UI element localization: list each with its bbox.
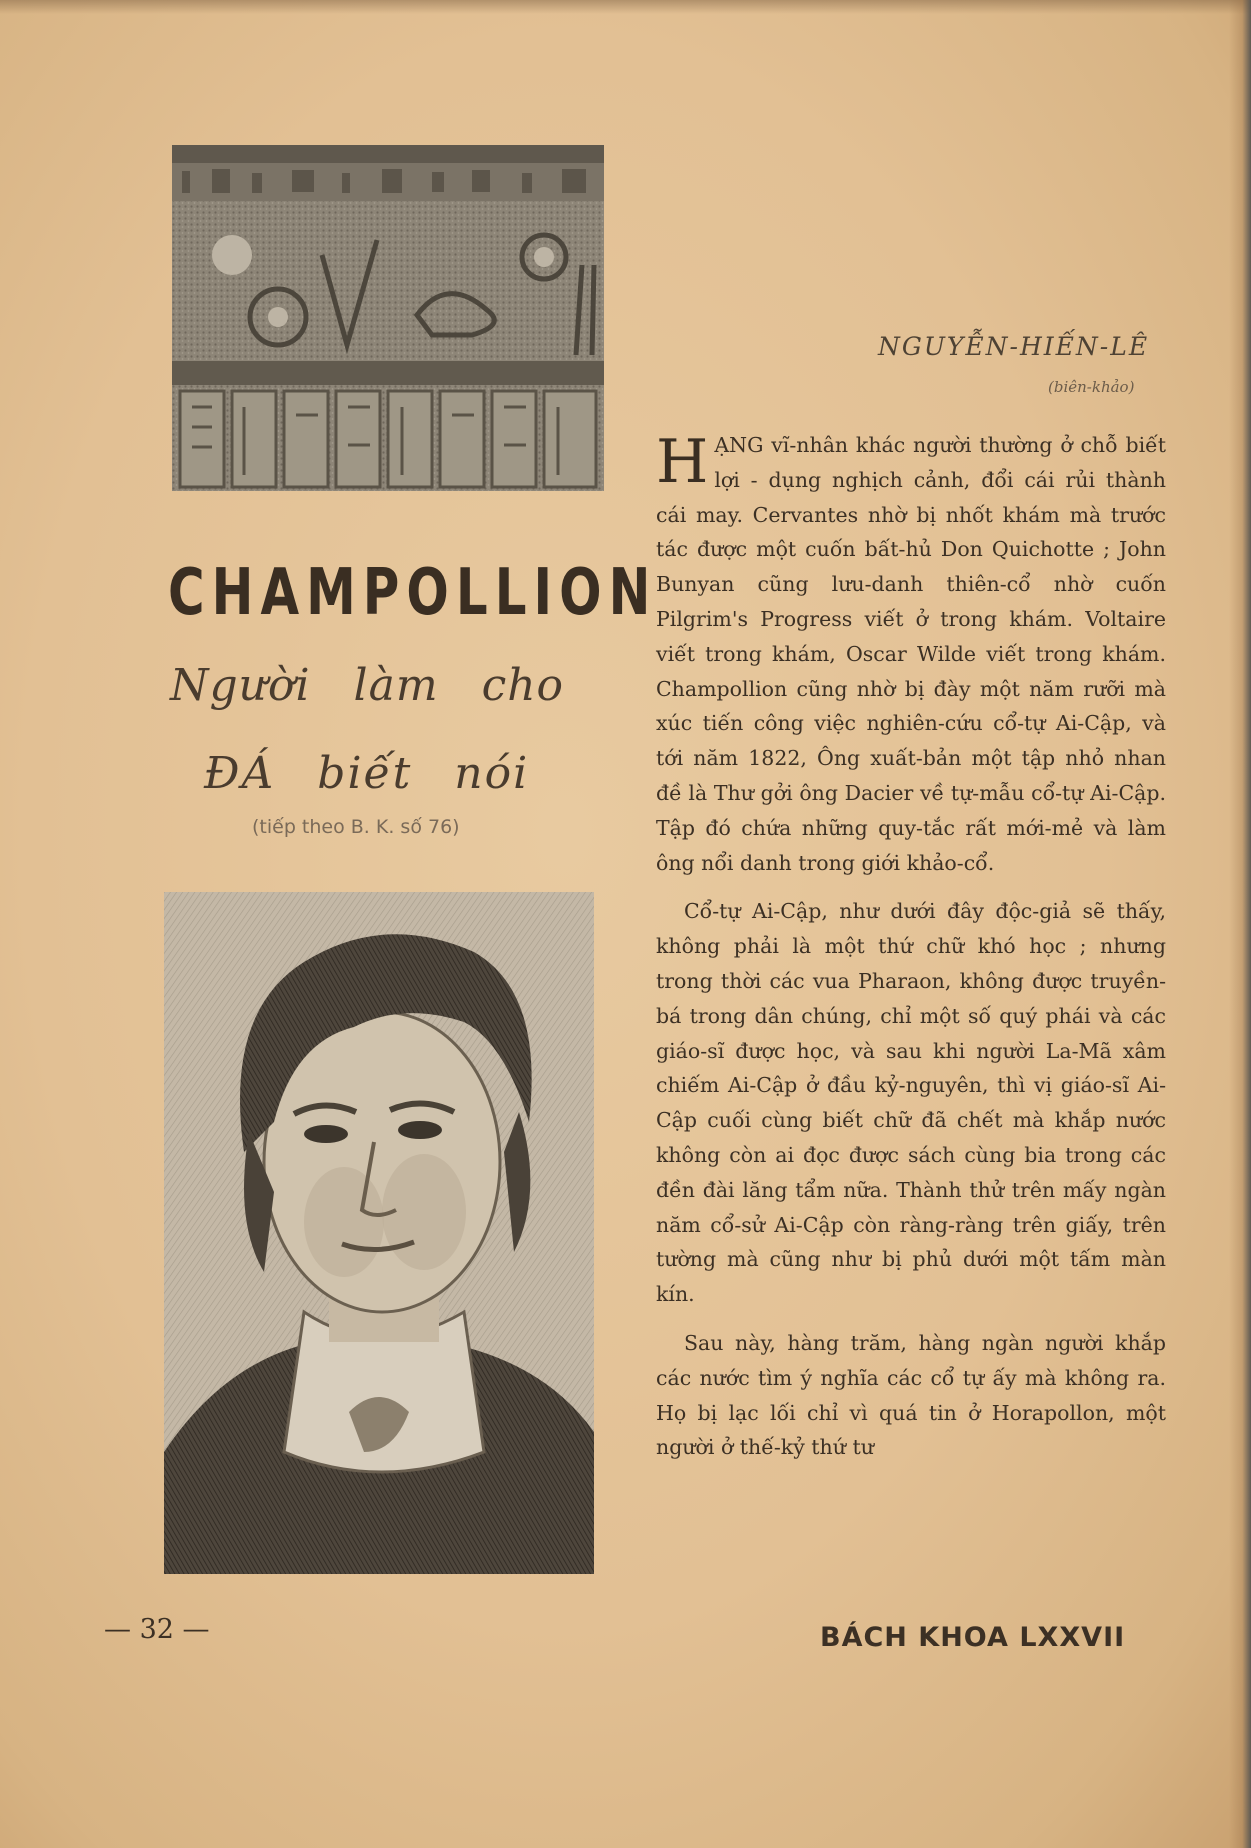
drop-cap: H [656, 427, 709, 497]
article-body [656, 428, 1166, 1465]
hieroglyph-photo [172, 145, 604, 491]
page-number: — 32 — [104, 1614, 210, 1645]
champollion-portrait [164, 892, 594, 1574]
article-subtitle-line2: ĐÁ biết nói [204, 748, 530, 799]
paragraph-2: Cổ-tự Ai-Cập, như dưới đây độc-giả sẽ thấy, không phải là một thứ chữ khó học ; nhưng trong thời các vua Pharaon, không được truyền-bá trong dân chúng, chỉ một số quý phái và các giáo-sĩ được học, và sau khi người La-Mã xâm chiếm Ai-Cập ở đầu kỷ-nguyên, thì vị giáo-sĩ Ai-Cập cuối cùng biết chữ đã chết mà khắp nước không còn ai đọc được sách cùng bia trong các đền đài lăng tẩm nữa. Thành thử trên mấy ngàn năm cổ-sử Ai-Cập còn ràng-ràng trên giấy, trên tường mà cũng như bị phủ dưới một tấm màn kín. [656, 899, 1166, 1307]
paragraph-3: Sau này, hàng trăm, hàng ngàn người khắp các nước tìm ý nghĩa các cổ tự ấy mà không ra. Họ bị lạc lối chỉ vì quá tin ở Horapollon, một người ở thế-kỷ thứ tư [656, 1330, 1166, 1460]
page-top-edge [0, 0, 1251, 14]
page-right-edge [1229, 0, 1251, 1848]
paragraph-1-text: ẠNG vĩ-nhân khác người thường ở chỗ biết lợi - dụng nghịch cảnh, đổi cái rủi thành cái may. Cervantes nhờ bị nhốt khám mà trước tác được một cuốn bất-hủ Don Quichotte ; John Bunyan cũng lưu-danh thiên-cổ nhờ cuốn Pilgrim's Progress viết ở trong khám. Voltaire viết trong khám, Oscar Wilde viết trong khám. Champollion cũng nhờ bị đày một năm rưỡi mà xúc tiến công việc nghiên-cứu cổ-tự Ai-Cập, và tới năm 1822, Ông xuất-bản một tập nhỏ nhan đề là Thư gởi ông Dacier về tự-mẫu cổ-tự Ai-Cập. Tập đó chứa những quy-tắc rất mới-mẻ và làm ông nổi danh trong giới khảo-cổ. [656, 433, 1166, 875]
continuation-note: (tiếp theo B. K. số 76) [252, 816, 460, 838]
author-byline: NGUYỄN-HIẾN-LÊ [878, 332, 1150, 361]
journal-name: BÁCH KHOA LXXVII [820, 1622, 1126, 1653]
article-title: CHAMPOLLION [168, 556, 658, 630]
paragraph-1 [656, 428, 1166, 880]
genre-label: (biên-khảo) [1048, 378, 1135, 396]
article-subtitle-line1: Người làm cho [170, 660, 565, 711]
